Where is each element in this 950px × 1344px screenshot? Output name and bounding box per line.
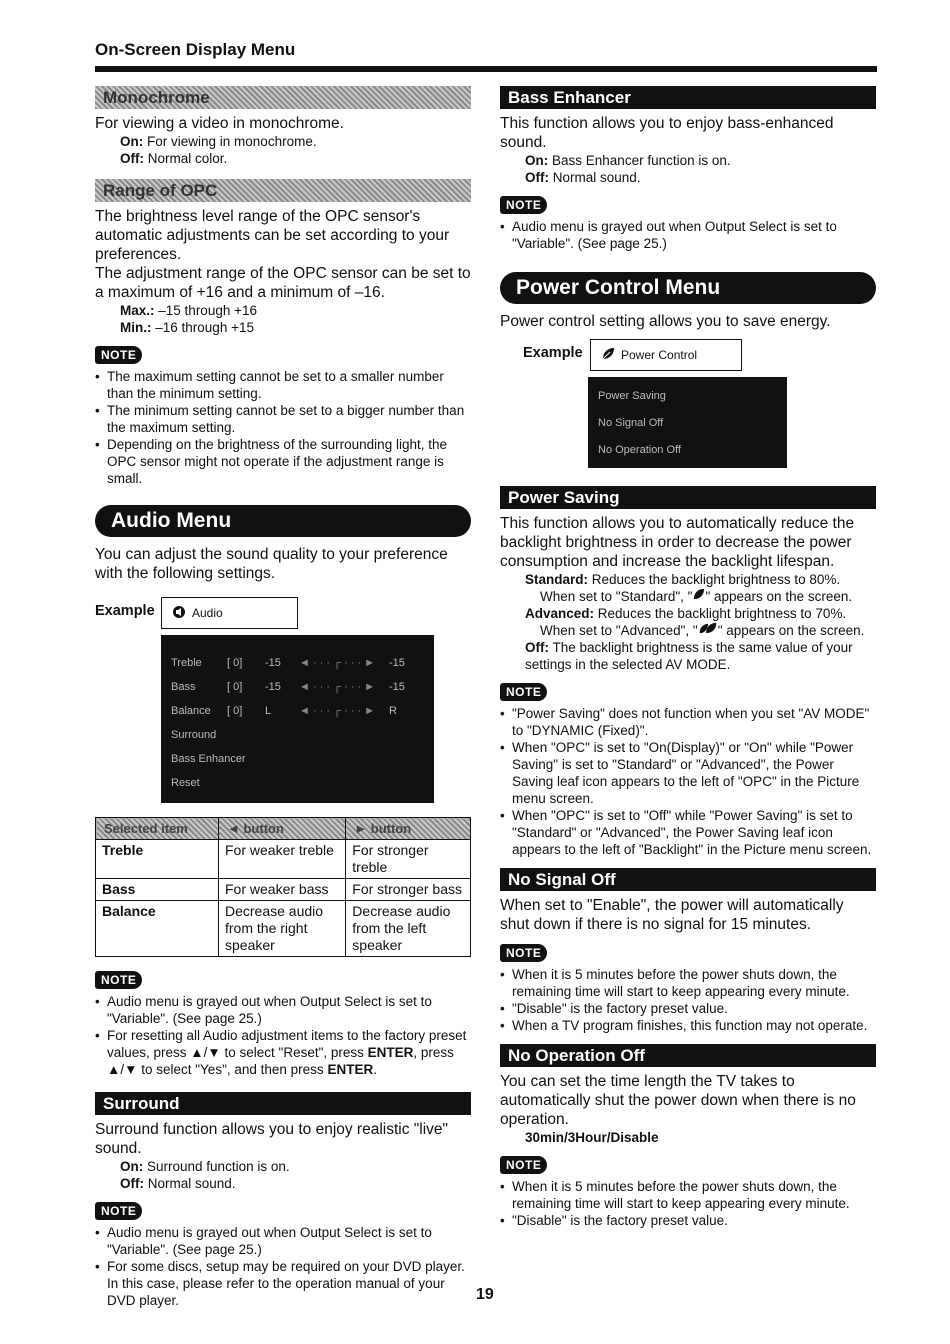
surround-on: On: Surround function is on.	[120, 1159, 290, 1174]
surround-off: Off: Normal sound.	[120, 1176, 236, 1191]
surround-notes	[95, 1224, 471, 1309]
note-item: • When it is 5 minutes before the power shuts down, the remaining time will start to keep appearing every minute.	[500, 1178, 876, 1212]
page-title: On-Screen Display Menu	[95, 40, 296, 59]
opc-desc-2: The adjustment range of the OPC sensor can be set to a maximum of +16 and a minimum of –16.	[95, 265, 471, 301]
double-leaf-icon	[698, 622, 718, 639]
table-header-row: Selected item ◄ button ► button	[96, 818, 471, 840]
leaf-icon	[692, 588, 705, 605]
note-icon: NOTE	[500, 196, 547, 214]
power-saving-off: Off: The backlight brightness is the same value of your settings in the selected AV MODE.	[525, 640, 853, 672]
opc-desc-1: The brightness level range of the OPC sensor's automatic adjustments can be set according to your preferences.	[95, 208, 450, 263]
note-item: • The maximum setting cannot be set to a smaller number than the minimum setting.	[95, 368, 471, 402]
power-saving-standard-note: When set to "Standard", " " appears on the screen.	[540, 589, 853, 604]
osd-row-bass-enhancer: Bass Enhancer	[171, 753, 246, 765]
audio-desc: You can adjust the sound quality to your preference with the following settings.	[95, 546, 448, 582]
note-item: • "Power Saving" does not function when you set "AV MODE" to "DYNAMIC (Fixed)".	[500, 705, 876, 739]
note-item: • Depending on the brightness of the surrounding light, the OPC sensor might not operate if the adjustment range is small.	[95, 436, 471, 487]
no-operation-off-heading: No Operation Off	[500, 1044, 876, 1067]
osd-row-no-operation-off: No Operation Off	[598, 444, 681, 456]
note-item: • "Disable" is the factory preset value.	[500, 1212, 876, 1229]
power-saving-standard: Standard: Reduces the backlight brightness to 80%.	[525, 572, 841, 587]
power-control-title-box	[590, 339, 742, 371]
monochrome-on: On: For viewing in monochrome.	[120, 134, 317, 149]
audio-notes	[95, 993, 471, 1078]
leaf-icon	[601, 347, 615, 364]
bass-notes	[500, 218, 876, 252]
osd-row-bass: Bass [ 0] -15 ◄ · · · ┌ · · · ► -15	[171, 681, 405, 693]
left-column	[95, 86, 471, 1309]
bass-enhancer-heading: Bass Enhancer	[500, 86, 876, 109]
osd-row-no-signal-off: No Signal Off	[598, 417, 664, 429]
opc-max: Max.: –15 through +16	[120, 303, 257, 318]
osd-row-power-saving: Power Saving	[598, 390, 666, 402]
note-item: • When "OPC" is set to "Off" while "Power Saving" is set to "Standard" or "Advanced", the Power Saving leaf icon appears to the left of "Backlight" in the Picture menu screen.	[500, 807, 876, 858]
osd-row-treble: Treble [ 0] -15 ◄ · · · ┌ · · · ► -15	[171, 657, 405, 669]
surround-heading: Surround	[95, 1092, 471, 1115]
table-row: Treble For weaker treble For stronger treble	[96, 840, 471, 879]
no-signal-off-heading: No Signal Off	[500, 868, 876, 891]
header-rule	[95, 66, 877, 72]
example-label: Example	[95, 603, 155, 619]
bass-off: Off: Normal sound.	[525, 170, 641, 185]
note-item: • The minimum setting cannot be set to a bigger number than the maximum setting.	[95, 402, 471, 436]
note-item: • Audio menu is grayed out when Output Select is set to "Variable". (See page 25.)	[500, 218, 876, 252]
monochrome-off: Off: Normal color.	[120, 151, 228, 166]
note-item: • "Disable" is the factory preset value.	[500, 1000, 876, 1017]
note-icon: NOTE	[95, 1202, 142, 1220]
no-operation-desc: You can set the time length the TV takes to automatically shut the power down when there is no operation.	[500, 1073, 856, 1128]
note-icon: NOTE	[95, 971, 142, 989]
bass-desc: This function allows you to enjoy bass-enhanced sound.	[500, 115, 834, 151]
opc-min: Min.: –16 through +15	[120, 320, 254, 335]
opc-heading: Range of OPC	[95, 179, 471, 202]
audio-box-title: Audio	[192, 606, 223, 620]
no-operation-options: 30min/3Hour/Disable	[525, 1130, 659, 1145]
power-saving-notes	[500, 705, 876, 858]
no-signal-notes	[500, 966, 876, 1034]
table-row: Bass For weaker bass For stronger bass	[96, 879, 471, 901]
monochrome-desc: For viewing a video in monochrome.	[95, 115, 344, 132]
note-icon: NOTE	[95, 346, 142, 364]
example-label: Example	[523, 345, 583, 361]
bass-on: On: Bass Enhancer function is on.	[525, 153, 731, 168]
osd-row-balance: Balance [ 0] L ◄ · · · ┌ · · · ► R	[171, 705, 397, 717]
note-item: • When a TV program finishes, this function may not operate.	[500, 1017, 876, 1034]
note-item: • For some discs, setup may be required on your DVD player. In this case, please refer to the operation manual of your DVD player.	[95, 1258, 471, 1309]
no-signal-desc: When set to "Enable", the power will automatically shut down if there is no signal for 15 minutes.	[500, 897, 844, 933]
power-saving-advanced: Advanced: Reduces the backlight brightness to 70%.	[525, 606, 847, 621]
power-example	[500, 339, 876, 468]
monochrome-heading: Monochrome	[95, 86, 471, 109]
note-icon: NOTE	[500, 1156, 547, 1174]
audio-adjust-table	[95, 817, 471, 957]
power-saving-heading: Power Saving	[500, 486, 876, 509]
osd-row-reset: Reset	[171, 777, 200, 789]
note-item: • For resetting all Audio adjustment items to the factory preset values, press ▲/▼ to select "Reset", press ENTER, press ▲/▼ to select "Yes", and then press ENTER.	[95, 1027, 471, 1078]
right-column	[500, 86, 876, 1229]
power-menu-desc: Power control setting allows you to save energy.	[500, 313, 831, 330]
audio-example	[95, 597, 471, 803]
page-number: 19	[476, 1286, 494, 1303]
osd-row-surround: Surround	[171, 729, 217, 741]
note-item: • When it is 5 minutes before the power shuts down, the remaining time will start to keep appearing every minute.	[500, 966, 876, 1000]
power-osd	[588, 377, 787, 468]
note-icon: NOTE	[500, 683, 547, 701]
note-item: • Audio menu is grayed out when Output Select is set to "Variable". (See page 25.)	[95, 1224, 471, 1258]
table-row: Balance Decrease audio from the right speaker Decrease audio from the left speaker	[96, 901, 471, 957]
power-box-title: Power Control	[621, 348, 698, 362]
note-item: • Audio menu is grayed out when Output Select is set to "Variable". (See page 25.)	[95, 993, 471, 1027]
speaker-icon	[172, 605, 186, 622]
audio-menu-heading: Audio Menu	[95, 505, 471, 537]
no-operation-notes	[500, 1178, 876, 1229]
power-saving-desc: This function allows you to automatically reduce the backlight brightness in order to decrease the power consumption and increase the backlight lifespan.	[500, 515, 855, 570]
opc-notes	[95, 368, 471, 487]
note-item: • When "OPC" is set to "On(Display)" or "On" while "Power Saving" is set to "Standard" or "Advanced", the Power Saving leaf icon appears to the left of "OPC" in the Picture menu screen.	[500, 739, 876, 807]
audio-menu-title-box	[161, 597, 298, 629]
power-saving-advanced-note: When set to "Advanced", " " appears on the screen.	[540, 623, 865, 638]
audio-osd	[161, 635, 434, 803]
surround-desc: Surround function allows you to enjoy realistic "live" sound.	[95, 1121, 449, 1157]
note-icon: NOTE	[500, 944, 547, 962]
power-control-menu-heading: Power Control Menu	[500, 272, 876, 304]
